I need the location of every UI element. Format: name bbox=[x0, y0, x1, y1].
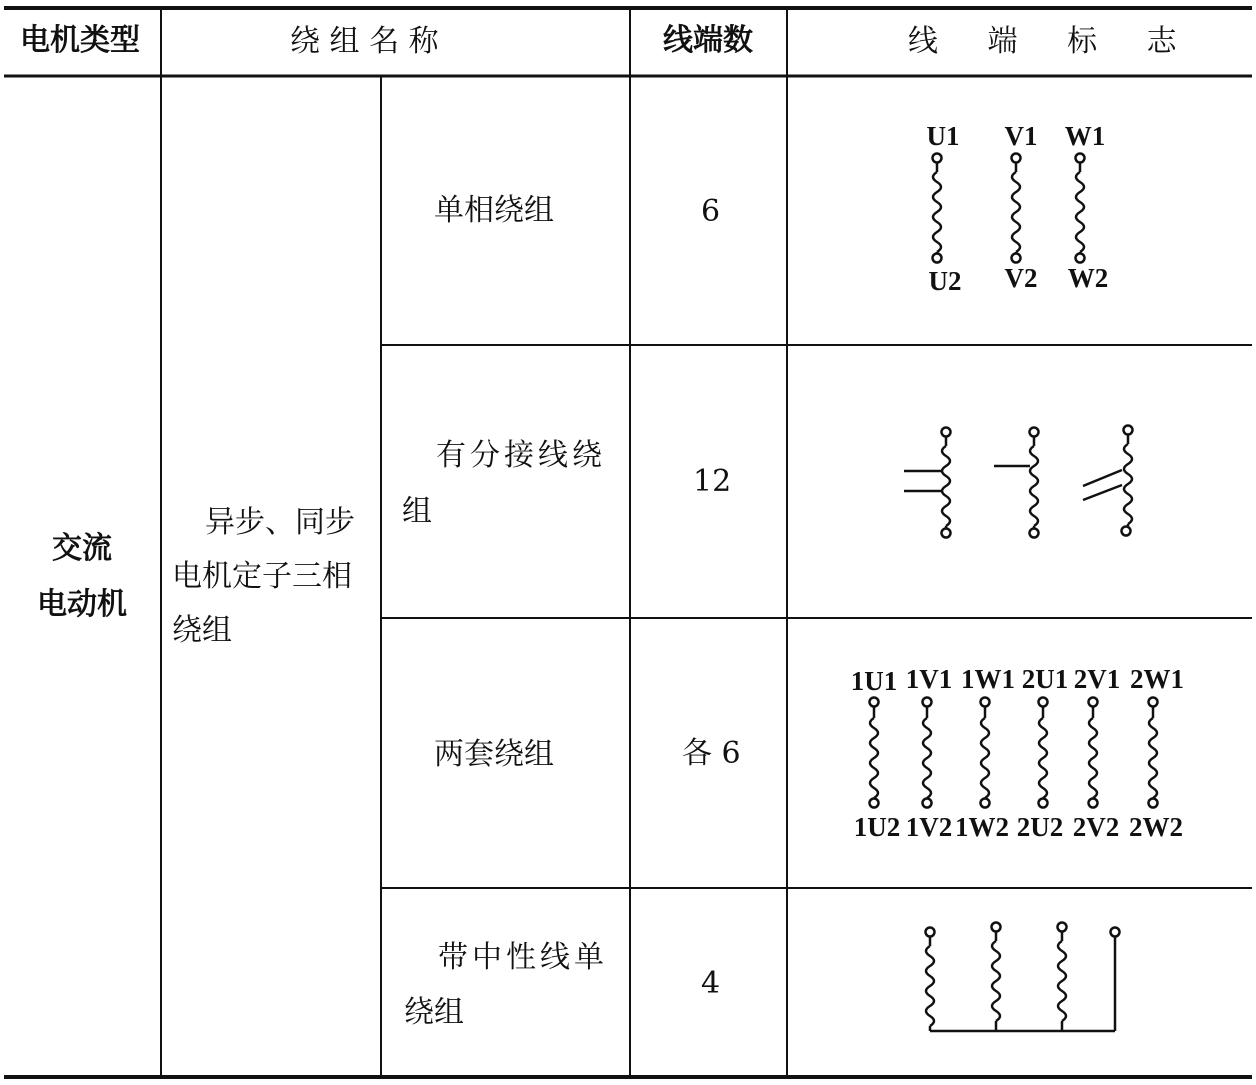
header-terminal-count: 线端数 bbox=[663, 23, 753, 58]
row2-winding-name-line2: 组 bbox=[402, 494, 432, 529]
terminal-label: 1W1 bbox=[961, 664, 1015, 694]
row2-winding-name-line1: 有分接线绕 bbox=[436, 438, 606, 473]
terminal-label: 1U1 bbox=[850, 666, 898, 696]
header-motor-type: 电机类型 bbox=[20, 23, 140, 58]
terminal-label: 2V1 bbox=[1073, 664, 1121, 694]
terminal-label: W2 bbox=[1067, 263, 1109, 293]
group-line1: 异步、同步 bbox=[205, 505, 355, 540]
terminal-label: 1V1 bbox=[905, 664, 953, 694]
row1-winding-name: 单相绕组 bbox=[434, 193, 554, 228]
row1-terminal-count: 6 bbox=[701, 194, 721, 229]
terminal-label: 2U1 bbox=[1021, 664, 1069, 694]
terminal-label: 2U2 bbox=[1016, 812, 1064, 842]
motor-type-line1: 交流 bbox=[52, 531, 112, 566]
terminal-label: 2W1 bbox=[1130, 664, 1184, 694]
terminal-label: V1 bbox=[1004, 121, 1038, 151]
terminal-label: 2W2 bbox=[1129, 812, 1183, 842]
group-line2: 电机定子三相 bbox=[172, 559, 352, 594]
terminal-label: 1V2 bbox=[905, 812, 953, 842]
terminal-label: W1 bbox=[1064, 121, 1106, 151]
row3-winding-name: 两套绕组 bbox=[434, 737, 554, 772]
row2-terminal-count: 12 bbox=[693, 464, 732, 499]
header-terminal-marking: 线 端 标 志 bbox=[908, 24, 1197, 59]
terminal-label: U2 bbox=[928, 266, 962, 296]
motor-type-line2: 电动机 bbox=[37, 587, 127, 622]
header-winding-name: 绕 组 名 称 bbox=[290, 24, 439, 59]
terminal-label: V2 bbox=[1004, 263, 1038, 293]
group-line3: 绕组 bbox=[172, 613, 232, 648]
row3-terminal-count: 各 6 bbox=[682, 736, 741, 771]
terminal-label: 2V2 bbox=[1072, 812, 1120, 842]
row4-winding-name-line2: 绕组 bbox=[404, 995, 464, 1030]
terminal-label: 1U2 bbox=[853, 812, 901, 842]
row4-terminal-count: 4 bbox=[701, 966, 721, 1001]
terminal-label: U1 bbox=[926, 121, 960, 151]
row4-winding-name-line1: 带中性线单 bbox=[438, 940, 608, 975]
terminal-label: 1W2 bbox=[955, 812, 1009, 842]
